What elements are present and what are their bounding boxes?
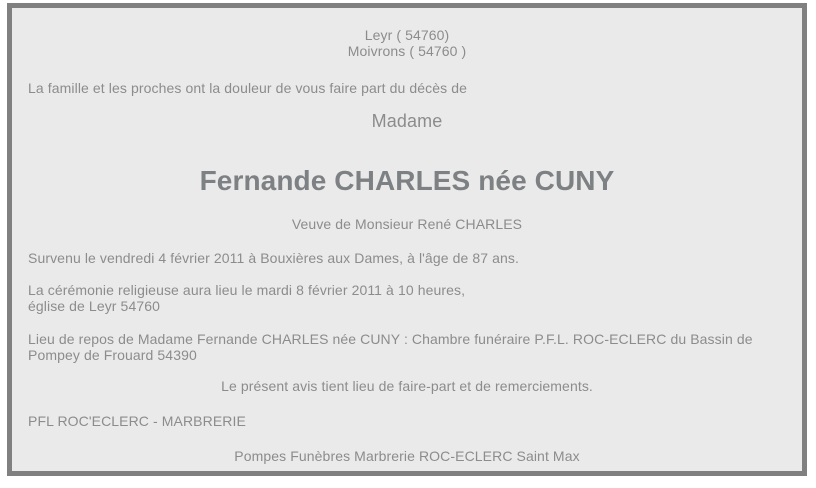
notice-statement: Le présent avis tient lieu de faire-part et de remerciements. — [221, 378, 593, 394]
footer-company-line: Pompes Funèbres Marbrerie ROC-ECLERC Saint Max — [234, 448, 580, 464]
obituary-notice-card — [7, 3, 807, 476]
ceremony-line-1: La cérémonie religieuse aura lieu le mardi 8 février 2011 à 10 heures, — [28, 282, 466, 298]
repose-line-2: Pompey de Frouard 54390 — [28, 347, 197, 363]
widow-line: Veuve de Monsieur René CHARLES — [291, 216, 523, 232]
location-line-2: Moivrons ( 54760 ) — [347, 43, 467, 59]
ceremony-paragraph — [28, 282, 786, 314]
repose-line-1: Lieu de repos de Madame Fernande CHARLES née CUNY : Chambre funéraire P.F.L. ROC-ECLERC du Bassin de — [28, 331, 753, 347]
civility-title: Madame — [371, 111, 443, 131]
death-info-line: Survenu le vendredi 4 février 2011 à Bouxières aux Dames, à l'âge de 87 ans. — [28, 250, 519, 266]
intro-text: La famille et les proches ont la douleur de vous faire part du décès de — [28, 80, 468, 96]
repose-paragraph — [28, 331, 786, 363]
location-line-1: Leyr ( 54760) — [364, 27, 450, 43]
funeral-home-name: PFL ROC'ECLERC - MARBRERIE — [28, 413, 246, 429]
deceased-name: Fernande CHARLES née CUNY — [199, 165, 615, 196]
ceremony-line-2: église de Leyr 54760 — [28, 298, 160, 314]
